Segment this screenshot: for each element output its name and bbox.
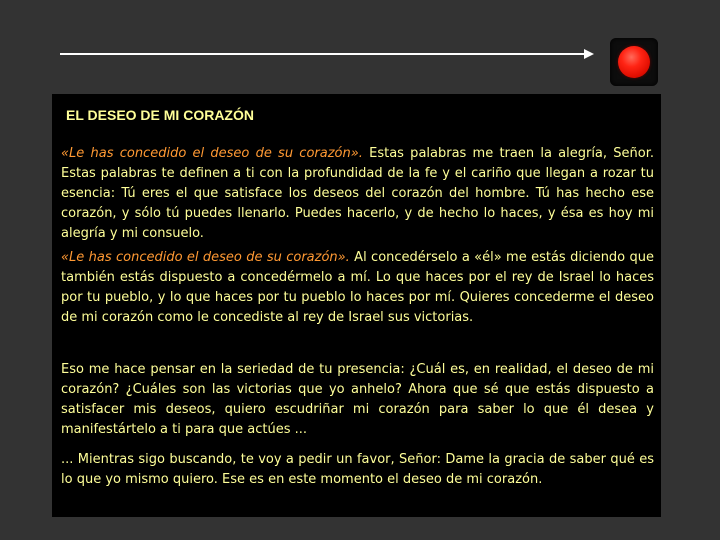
page-title: EL DESEO DE MI CORAZÓN <box>66 107 254 123</box>
paragraph-2 <box>61 248 654 328</box>
record-button-icon <box>618 46 650 78</box>
content-panel <box>52 94 661 517</box>
paragraph-1 <box>61 144 654 244</box>
paragraph-2-quote: «Le has concedido el deseo de su corazón». <box>61 250 350 265</box>
paragraph-3 <box>61 360 654 440</box>
paragraph-2-text: Al concedérselo a «él» me estás diciendo que también estás dispuesto a concedérmelo a mí. Lo que haces por el rey de Israel lo haces por tu pueblo, y lo que haces por tu pueblo lo haces por mí. Quieres concederme el deseo de mi corazón como le concediste al rey de Israel sus victorias. <box>61 250 654 325</box>
paragraph-3-text: Eso me hace pensar en la seriedad de tu presencia: ¿Cuál es, en realidad, el deseo de mi corazón? ¿Cuáles son las victorias que yo anhelo? Ahora que sé que estás dispuesto a satisfacer mis deseos, quiero escudriñar mi corazón para saber lo que él desea y manifestártelo a ti para que actúes ... <box>61 362 654 437</box>
paragraph-4 <box>61 450 654 490</box>
paragraph-1-quote: «Le has concedido el deseo de su corazón». <box>61 146 363 161</box>
paragraph-1-text: Estas palabras me traen la alegría, Señor. Estas palabras te definen a ti con la profundidad de la fe y el cariño que llegan a rozar tu esencia: Tú eres el que satisface los deseos del corazón del hombre. Tú has hecho ese corazón, y sólo tú puedes llenarlo. Puedes hacerlo, y de hecho lo haces, y ésa es hoy mi alegría y mi consuelo. <box>61 146 654 241</box>
right-arrow-icon <box>584 49 594 59</box>
arrow-line <box>60 53 588 55</box>
paragraph-4-text: ... Mientras sigo buscando, te voy a pedir un favor, Señor: Dame la gracia de saber qué es lo que yo mismo quiero. Ese es en este momento el deseo de mi corazón. <box>61 452 654 487</box>
record-button[interactable] <box>610 38 658 86</box>
